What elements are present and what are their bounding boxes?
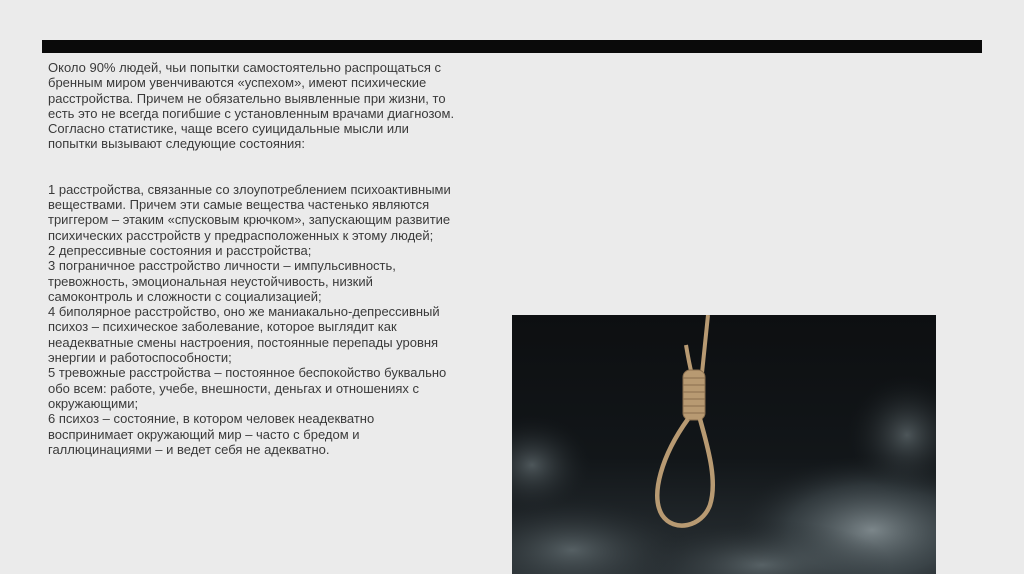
intro-text-1: Около 90% людей, чьи попытки самостоятельно распрощаться с бренным миром увенчиваются «успехом», имеют психические расстройства. Причем не обязательно выявленные при жизни, то есть это не всегда погибшие с установленным врачами диагнозом. [48,60,455,121]
list-item-1: 1 расстройства, связанные со злоупотреблением психоактивными веществами. Причем эти самые вещества частенько являются триггером – этаким «спусковым крючком», запускающим развитие психических расстройств у предрасположенных к этому людей; [48,181,451,243]
noose-photo [512,315,936,574]
list-item-3: 3 пограничное расстройство личности – импульсивность, тревожность, эмоциональная неустойчивость, низкий самоконтроль и сложности с социализацией; [48,258,396,304]
intro-paragraph [48,60,458,152]
list-item-6: 6 психоз – состояние, в котором человек неадекватно воспринимает окружающий мир – часто с бредом и галлюцинациями – и ведет себя не адекватно. [48,411,375,457]
noose-photo-icon [512,315,936,574]
top-bar [42,40,982,53]
intro-text-2: Согласно статистике, чаще всего суицидальные мысли или попытки вызывают следующие состояния: [48,121,409,152]
list-item-2: 2 депрессивные состояния и расстройства; [48,242,312,258]
list-item-5: 5 тревожные расстройства – постоянное беспокойство буквально обо всем: работе, учебе, внешности, деньгах и отношениях с окружающими; [48,365,447,411]
list-item-4: 4 биполярное расстройство, оно же маниакально-депрессивный психоз – психическое заболевание, которое выглядит как неадекватные смены настроения, постоянные перепады уровня энергии и работоспособности; [48,304,440,366]
text-block [48,60,458,457]
